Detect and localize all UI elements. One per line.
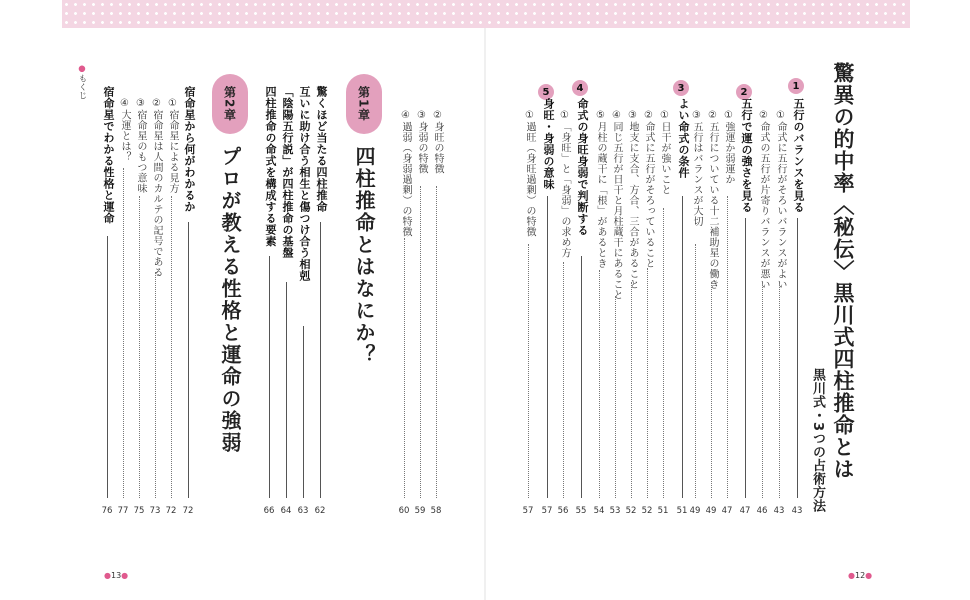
leader-line [286,282,287,498]
leader-line [647,268,648,498]
leader-line [711,282,712,498]
toc-item[interactable]: ①命式に五行がそろいバランスがよい [775,110,786,290]
page-number: 59 [414,506,426,516]
leader-line [303,326,304,498]
page-number: 77 [117,506,129,516]
page-number: 56 [557,506,569,516]
page-number: 76 [101,506,113,516]
toc-item[interactable]: ①日干が強いこと [659,110,670,195]
page-number: 62 [314,506,326,516]
page-number-right: 12 [854,571,866,580]
leader-line [420,186,421,498]
chapter-badge: 第2章 [212,74,248,134]
toc-item[interactable]: ②五行についている十二補助星の働き [707,110,718,290]
page-number: 51 [676,506,688,516]
toc-heading[interactable]: 互いに助け合う相生と傷つけ合う相剋 [298,86,311,282]
leader-line [779,282,780,498]
toc-item[interactable]: ④大運とは？ [119,98,130,162]
toc-item[interactable]: ④同じ五行が日干と月柱蔵干にあること [611,110,622,300]
running-header: ●もくじ [77,64,87,100]
toc-item[interactable]: ③地支に支合、方合、三合があること [627,110,638,290]
toc-item[interactable]: ③五行はバランスが大切 [691,110,702,227]
page-number: 47 [721,506,733,516]
section-number-badge: 1 [788,78,804,94]
page-number: 57 [522,506,534,516]
page-number: 53 [609,506,621,516]
toc-heading[interactable]: 宿命星でわかる性格と運命 [102,86,115,224]
page-number: 54 [593,506,605,516]
page-number: 55 [575,506,587,516]
leader-line [139,196,140,498]
leader-line [762,282,763,498]
page-number: 47 [739,506,751,516]
page-number: 63 [297,506,309,516]
toc-item[interactable]: ①宿命星による見方 [167,98,178,194]
book-section-title: 驚異の的中率〈秘伝〉黒川式四柱推命とは [831,62,855,480]
leader-line [631,282,632,498]
section-number-badge: 2 [736,84,752,100]
leader-line [155,272,156,498]
top-decorative-band [62,0,910,28]
page-number: 52 [641,506,653,516]
toc-heading[interactable]: 驚くほど当たる四柱推命 [315,86,328,213]
toc-item[interactable]: ④過弱（身弱過剰）の特徴 [400,110,411,237]
toc-item[interactable]: ②宿命星は人間のカルテの記号である [151,98,162,278]
leader-line [547,196,548,498]
page-number: 66 [263,506,275,516]
page-number: 57 [541,506,553,516]
leader-line [695,244,696,498]
page-number: 58 [430,506,442,516]
section-heading[interactable]: 五行のバランスを見る [792,98,805,213]
page-number: 52 [625,506,637,516]
leader-line [188,222,189,498]
page-number: 75 [133,506,145,516]
page-number: 51 [657,506,669,516]
page-number: 72 [182,506,194,516]
leader-line [599,270,600,498]
leader-line [563,262,564,498]
toc-item[interactable]: ③宿命星のもつ意味 [135,98,146,194]
leader-line [171,196,172,498]
section-number-badge: 4 [572,80,588,96]
leader-line [581,256,582,498]
toc-item[interactable]: ⑤月柱の蔵干に「根」があるとき [595,110,606,269]
leader-line [269,256,270,498]
leader-line [436,186,437,498]
toc-item[interactable]: ①過旺（身旺過剰）の特徴 [524,110,535,237]
page-folio-right: ●12● [848,571,873,580]
section-heading[interactable]: 五行で運の強さを見る [740,98,753,213]
page-number: 49 [705,506,717,516]
page-number: 72 [165,506,177,516]
section-heading[interactable]: 命式の身旺身弱で判断する [576,98,589,236]
chapter-title[interactable]: プロが教える性格と運命の強弱 [218,146,242,454]
toc-heading[interactable]: 宿命星から何がわかるか [183,86,196,213]
toc-item[interactable]: ①強運か弱運か [723,110,734,185]
toc-item[interactable]: ②身旺の特徴 [432,110,443,174]
page-number: 46 [756,506,768,516]
leader-line [615,296,616,498]
leader-line [107,236,108,498]
page-number: 64 [280,506,292,516]
page-number: 60 [398,506,410,516]
toc-item[interactable]: ①「身旺」と「身弱」の求め方 [559,110,570,258]
page-gutter [484,28,486,600]
page-number: 43 [773,506,785,516]
leader-line [727,196,728,498]
leader-line [528,244,529,498]
page-folio-left: ●13● [104,571,129,580]
leader-line [797,218,798,498]
toc-item[interactable]: ③身弱の特徴 [416,110,427,174]
toc-item[interactable]: ②命式に五行がそろっていること [643,110,654,269]
chapter-title[interactable]: 四柱推命とはなにか？ [352,146,376,366]
toc-item[interactable]: ②命式の五行が片寄りバランスが悪い [758,110,769,290]
leader-line [320,222,321,498]
leader-line [404,238,405,498]
section-heading[interactable]: 身旺・身弱の意味 [542,98,555,190]
leader-line [682,196,683,498]
book-section-subtitle: 黒川式・3つの占術方法 [810,368,825,513]
section-number-badge: 5 [538,84,554,100]
leader-line [745,218,746,498]
page-number: 49 [689,506,701,516]
chapter-badge: 第1章 [346,74,382,134]
section-heading[interactable]: よい命式の条件 [677,98,690,179]
leader-line [123,168,124,498]
page-number: 43 [791,506,803,516]
toc-heading[interactable]: 四柱推命の命式を構成する要素 [264,86,277,247]
section-number-badge: 3 [673,80,689,96]
leader-line [663,208,664,498]
page-number: 73 [149,506,161,516]
header-label: もくじ [77,74,87,100]
toc-heading[interactable]: 「陰陽五行説」が四柱推命の基盤 [281,86,294,259]
page-number-left: 13 [110,571,122,580]
